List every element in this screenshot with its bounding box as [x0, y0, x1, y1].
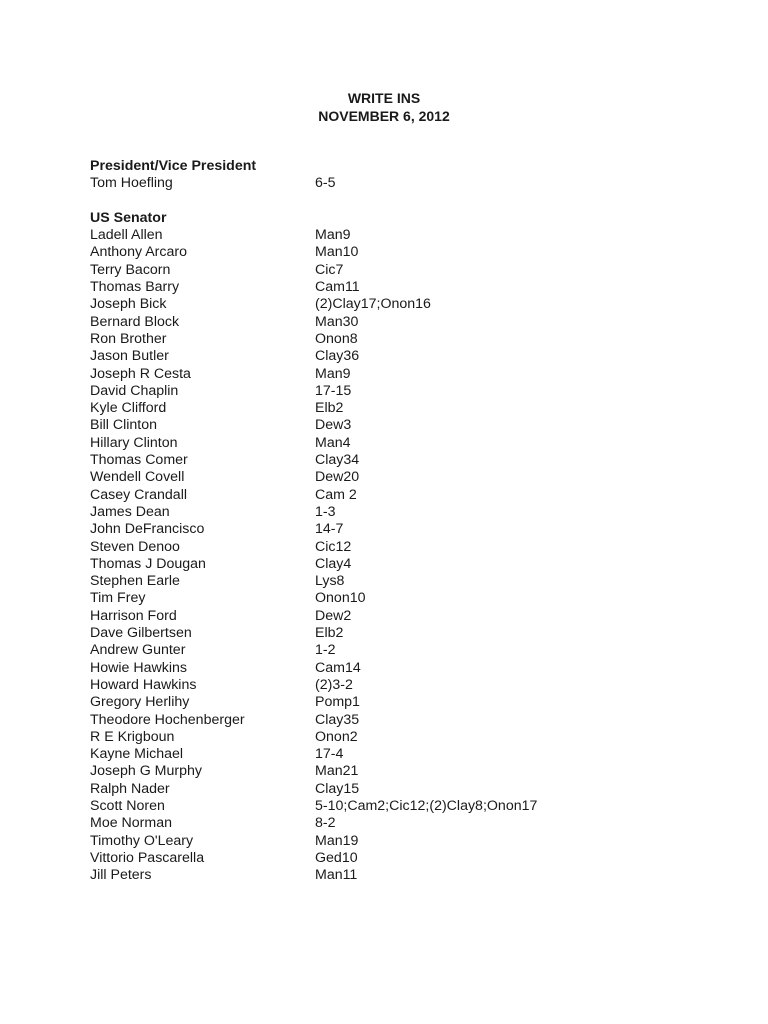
candidate-votes: (2)Clay17;Onon16 [315, 296, 431, 313]
candidate-votes: 6-5 [315, 175, 336, 192]
candidate-votes: 5-10;Cam2;Cic12;(2)Clay8;Onon17 [315, 797, 538, 814]
candidate-name: James Dean [90, 503, 170, 520]
candidate-row [90, 556, 690, 573]
candidate-votes: Man30 [315, 313, 359, 330]
candidate-votes: 1-2 [315, 642, 336, 659]
candidate-row [90, 417, 690, 434]
candidate-votes: 1-3 [315, 503, 336, 520]
candidate-name: Ron Brother [90, 330, 167, 347]
candidate-name: Steven Denoo [90, 538, 180, 555]
candidate-name: Kyle Clifford [90, 400, 167, 417]
candidate-name: Dave Gilbertsen [90, 625, 192, 642]
candidate-votes: Cic7 [315, 261, 344, 278]
candidate-votes: Man21 [315, 763, 359, 780]
candidate-votes: Man9 [315, 227, 351, 244]
candidate-name: Thomas Barry [90, 279, 180, 296]
candidate-name: Ladell Allen [90, 227, 163, 244]
candidate-votes: (2)3-2 [315, 676, 353, 693]
candidate-votes: Man4 [315, 434, 351, 451]
section-spacer [90, 193, 690, 210]
candidate-row [90, 746, 690, 763]
write-ins-list [90, 158, 690, 884]
candidate-votes: Clay36 [315, 348, 360, 365]
candidate-name: Gregory Herlihy [90, 694, 190, 711]
candidate-row [90, 729, 690, 746]
candidate-votes: Clay34 [315, 452, 360, 469]
candidate-votes: Cic12 [315, 538, 352, 555]
candidate-votes: Cam11 [315, 279, 360, 296]
candidate-name: Ralph Nader [90, 780, 170, 797]
candidate-votes: Dew20 [315, 469, 360, 486]
candidate-name: Hillary Clinton [90, 434, 178, 451]
candidate-name: R E Krigboun [90, 728, 175, 745]
candidate-row [90, 539, 690, 556]
document-title: WRITE INS [347, 90, 421, 106]
candidate-row [90, 227, 690, 244]
section-title: US Senator [90, 209, 167, 226]
candidate-name: Terry Bacorn [90, 261, 171, 278]
candidate-name: John DeFrancisco [90, 521, 205, 538]
candidate-name: Jason Butler [90, 348, 169, 365]
candidate-row [90, 573, 690, 590]
candidate-votes: 17-4 [315, 746, 344, 763]
candidate-row [90, 850, 690, 867]
candidate-name: Joseph R Cesta [90, 365, 191, 382]
candidate-votes: Dew2 [315, 607, 352, 624]
document-date: NOVEMBER 6, 2012 [318, 108, 450, 124]
candidate-row [90, 660, 690, 677]
candidate-name: Andrew Gunter [90, 642, 186, 659]
candidate-name: Joseph Bick [90, 296, 167, 313]
candidate-votes: Onon10 [315, 590, 366, 607]
candidate-row [90, 452, 690, 469]
candidate-row [90, 331, 690, 348]
candidate-votes: Lys8 [315, 573, 345, 590]
candidate-row [90, 279, 690, 296]
candidate-name: Tom Hoefling [90, 175, 173, 192]
candidate-votes: Onon8 [315, 330, 358, 347]
candidate-name: Jill Peters [90, 867, 152, 884]
candidate-name: Joseph G Murphy [90, 763, 202, 780]
candidate-votes: 17-15 [315, 382, 352, 399]
candidate-votes: Clay4 [315, 555, 352, 572]
candidate-name: Moe Norman [90, 815, 173, 832]
candidate-row [90, 383, 690, 400]
candidate-votes: Pomp1 [315, 694, 360, 711]
candidate-votes: Ged10 [315, 849, 358, 866]
candidate-row [90, 262, 690, 279]
candidate-votes: Man10 [315, 244, 359, 261]
candidate-votes: Clay35 [315, 711, 360, 728]
candidate-row [90, 521, 690, 538]
candidate-votes: 8-2 [315, 815, 336, 832]
candidate-name: Anthony Arcaro [90, 244, 188, 261]
candidate-name: Bernard Block [90, 313, 180, 330]
candidate-row [90, 867, 690, 884]
candidate-row [90, 694, 690, 711]
candidate-votes: Onon2 [315, 728, 358, 745]
candidate-row [90, 608, 690, 625]
candidate-votes: Elb2 [315, 400, 344, 417]
candidate-name: Stephen Earle [90, 573, 180, 590]
candidate-row [90, 833, 690, 850]
candidate-name: Howie Hawkins [90, 659, 187, 676]
candidate-row [90, 625, 690, 642]
candidate-row [90, 244, 690, 261]
candidate-votes: Cam 2 [315, 486, 357, 503]
candidate-row [90, 296, 690, 313]
candidate-votes: Man9 [315, 365, 351, 382]
candidate-row [90, 712, 690, 729]
candidate-name: Howard Hawkins [90, 676, 197, 693]
candidate-row [90, 314, 690, 331]
candidate-name: Wendell Covell [90, 469, 185, 486]
candidate-row [90, 400, 690, 417]
candidate-row [90, 763, 690, 780]
candidate-row [90, 175, 690, 192]
candidate-name: Casey Crandall [90, 486, 187, 503]
candidate-row [90, 487, 690, 504]
section-title: President/Vice President [90, 158, 257, 174]
candidate-name: Thomas J Dougan [90, 555, 206, 572]
candidate-votes: Man11 [315, 867, 358, 884]
candidate-row [90, 677, 690, 694]
candidate-row [90, 435, 690, 452]
candidate-votes: Dew3 [315, 417, 352, 434]
candidate-row [90, 348, 690, 365]
candidate-name: Kayne Michael [90, 746, 184, 763]
candidate-name: Harrison Ford [90, 607, 177, 624]
candidate-row [90, 815, 690, 832]
candidate-votes: 14-7 [315, 521, 344, 538]
candidate-row [90, 798, 690, 815]
candidate-name: Scott Noren [90, 797, 165, 814]
candidate-row [90, 504, 690, 521]
candidate-row [90, 590, 690, 607]
document-header [0, 89, 768, 125]
candidate-votes: Clay15 [315, 780, 360, 797]
candidate-name: Thomas Comer [90, 452, 188, 469]
candidate-name: Tim Frey [90, 590, 146, 607]
candidate-name: Timothy O'Leary [90, 832, 194, 849]
candidate-votes: Elb2 [315, 625, 344, 642]
candidate-row [90, 469, 690, 486]
candidate-row [90, 642, 690, 659]
candidate-row [90, 366, 690, 383]
candidate-row [90, 781, 690, 798]
candidate-name: Vittorio Pascarella [90, 849, 205, 866]
candidate-name: David Chaplin [90, 382, 179, 399]
candidate-name: Theodore Hochenberger [90, 711, 245, 728]
candidate-votes: Cam14 [315, 659, 361, 676]
candidate-name: Bill Clinton [90, 417, 158, 434]
candidate-votes: Man19 [315, 832, 359, 849]
